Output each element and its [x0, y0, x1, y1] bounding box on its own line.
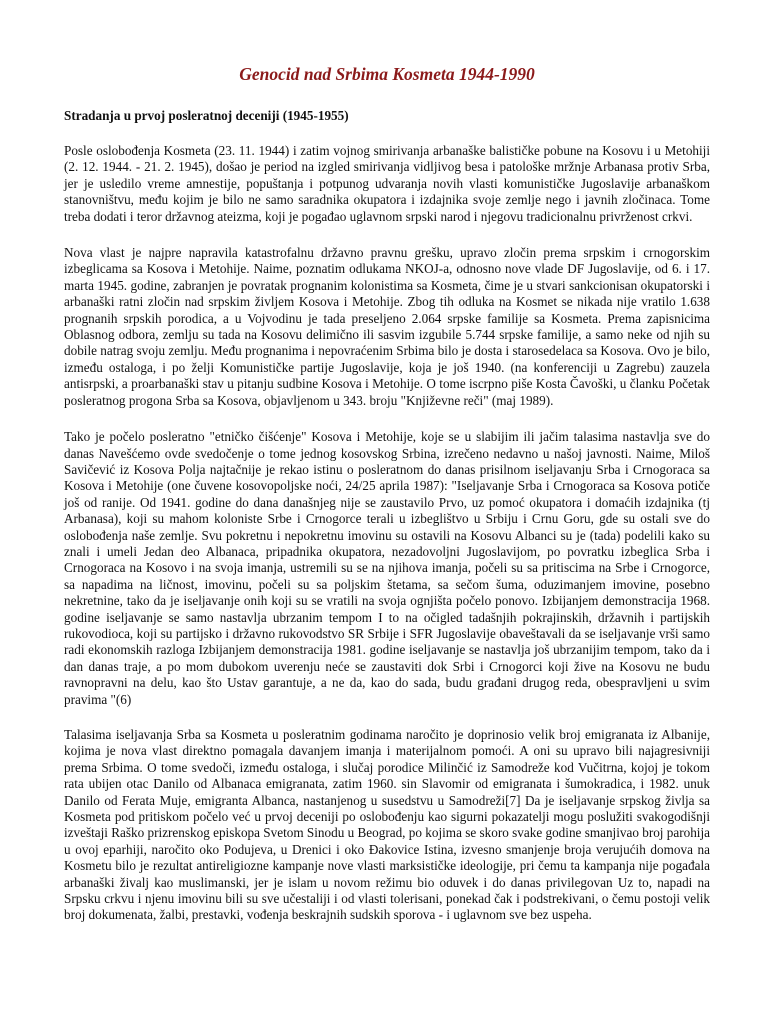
- document-title: Genocid nad Srbima Kosmeta 1944-1990: [239, 64, 535, 84]
- paragraph-3: Tako je počelo posleratno "etničko čišćenje" Kosova i Metohije, koje se u slabijim ili jačim talasima nastavlja sve do danas Navešćemo ovde svedočenje o tome jednog kosovskog Srbina, izrečeno nedavno u našoj javnosti. Naime, Miloš Savičević iz Kosova Polja najtačnije je rekao istinu o posleratnom do danas prisilnom iseljavanju Srba i Crnogoraca sa Kosova i Metohije (one čuvene kosovopoljske noći, 24/25 aprila 1987): "Iseljavanje Srba i Crnogoraca sa Kosova potiče još od ranije. Od 1941. godine do dana današnjeg nije se zaustavilo Prvo, uz pomoć okupatora i domaćih izdajnika (tj Arbanasa), koji su mahom koloniste Srbe i Crnogorce terali u izbeglištvo u Srbiju i Crnu Goru, gde su ostali sve do oslobođenja naše zemlje. Svu pokretnu i nepokretnu imovinu su ostavili na Kosovu Albanci su je (tada) podelili kako su znali i umeli Jedan deo Albanaca, pripadnika okupatora, nezadovoljni Jugoslavijom, po povratku izbeglica Srba i Crnogoraca na Kosovo i na svoja imanja, ustremili su se na njihova imanja, počeli su sa pritiscima na Srbe i Crnogorce, sa napadima na ličnost, imovinu, počeli su sa poljskim štetama, sa sečom šuma, oduzimanjem imovine, posebno nekretnine, tako da je iseljavanje onih koji su se vratili na svoja ognjišta počelo ponovo. Izbijanjem demonstracija 1968. godine iseljavanje se samo nastavlja ubrzanim tempom I to na očigled tadašnjih pokrajinskih, državnih i partijskih rukovodioca, koji su partijsko i državno rukovodstvo SR Srbije i SFR Jugoslavije obaveštavali da se iseljavanje vrši samo radi ekonomskih razloga Izbijanjem demonstracija 1981. godine iseljavanje se nastavlja još ubrzanijim tempom, tako da i dan danas traje, a po mom dubokom uverenju neće se zaustaviti dok Srbi i Crnogorci koji žive na Kosovu ne budu ravnopravni na delu, kao što Ustav garantuje, a ne da, kao do sada, budu građani drugog reda, obespravljeni u svim pravima "(6): [64, 429, 710, 707]
- section-heading: Stradanja u prvoj posleratnoj deceniji (1945-1955): [64, 108, 349, 123]
- paragraph-2: Nova vlast je najpre napravila katastrofalnu državno pravnu grešku, upravo zločin prema srpskim i crnogorskim izbeglicama sa Kosova i Metohije. Naime, poznatim odlukama NKOJ-a, odnosno nove vlade DF Jugoslavije, od 6. i 17. marta 1945. godine, zabranjen je povratak prognanim kolonistima sa Kosmeta, čime je u stvari sankcionisan okupatorski i arbanaški ratni zločin nad srpskim življem Kosova i Metohije. Zbog tih odluka na Kosmet se nikada nije vratilo 1.638 prognanih srpskih porodica, a u Vojvodinu je tada preseljeno 2.064 srpske familije sa Kosmeta. Prema zapisnicima Oblasnog odbora, zemlju su tada na Kosovu delimično ili sasvim izgubile 5.744 srpske familije, a samo neke od njih su dobile natrag svoju zemlju. Među prognanima i nepovraćenim Srbima bilo je dosta i starosedelaca sa Kosova. Ovo je bilo, između ostaloga, i po želji Komunističke partije Jugoslavije, koja je još 1940. (na konferenciji u Zagrebu) zauzela antisrpski, a proarbanaški stav u pitanju sudbine Kosova i Metohije. O tome iscrpno piše Kosta Čavoški, u članku Početak posleratnog progona Srba sa Kosova, objavljenom u 343. broju "Književne reči" (maj 1989).: [64, 245, 710, 408]
- paragraph-4: Talasima iseljavanja Srba sa Kosmeta u posleratnim godinama naročito je doprinosio velik broj emigranata iz Albanije, kojima je nova vlast direktno pomagala davanjem imanja i materijalnom pomoći. A oni su upravo bili najagresivniji prema Srbima. O tome svedoči, između ostaloga, i slučaj porodice Milinčić iz Samodreže kod Vučitrna, kojoj je tokom rata ubijen otac Danilo od Albanaca emigranata, zatim 1960. sin Slavomir od emigranata i šumokradica, i 1982. unuk Danilo od Ferata Muje, emigranta Albanca, nastanjenog u susedstvu u Samodreži[7] Da je iseljavanje srpskog življa sa Kosmeta pod pritiskom počelo već u prvoj deceniji po oslobođenju kao sigurni pokazatelji mogu poslužiti svakogodišnji izveštaji Raško prizrenskog episkopa Svetom Sinodu u Beograd, po kojima se skoro svake godine smanjivao broj parohija u ovoj eparhiji, naročito oko Podujeva, u Drenici i oko Đakovice Istina, izvesno smanjenje broja verujućih domova na Kosmetu bilo je rezultat antireligiozne kampanje nove vlasti marksističke ideologije, pri čemu ta kampanja nije pogađala arbanaški živalj kao muslimanski, jer je islam u novom režimu bio oduvek i do danas privilegovan Uz to, napadi na Srpsku crkvu i njenu imovinu bili su sve učestaliji i od vlasti tolerisani, ponekad čak i podstrekivani, o čemu postoji velik broj dokumenata, žalbi, prestavki, vođenja beskrajnih sudskih sporova - i uglavnom sve bez uspeha.: [64, 727, 710, 923]
- paragraph-1: Posle oslobođenja Kosmeta (23. 11. 1944) i zatim vojnog smirivanja arbanaške balističke pobune na Kosovu i u Metohiji (2. 12. 1944. - 21. 2. 1945), došao je period na izgled smirivanja vidljivog besa i patološke mržnje Arbanasa protiv Srba, jer je usledilo vreme amnestije, popuštanja i potpunog udvaranja novih vlasti komunističke Jugoslavije arbanaškom stanovništvu, među kojim je bilo ne samo saradnika okupatora i izdajnika svoje zemlje nego i javnih zločinaca. Tome treba dodati i teror državnog ateizma, koji je pogađao uglavnom srpski narod i njegovu tradicionalnu privrženost crkvi.: [64, 143, 710, 224]
